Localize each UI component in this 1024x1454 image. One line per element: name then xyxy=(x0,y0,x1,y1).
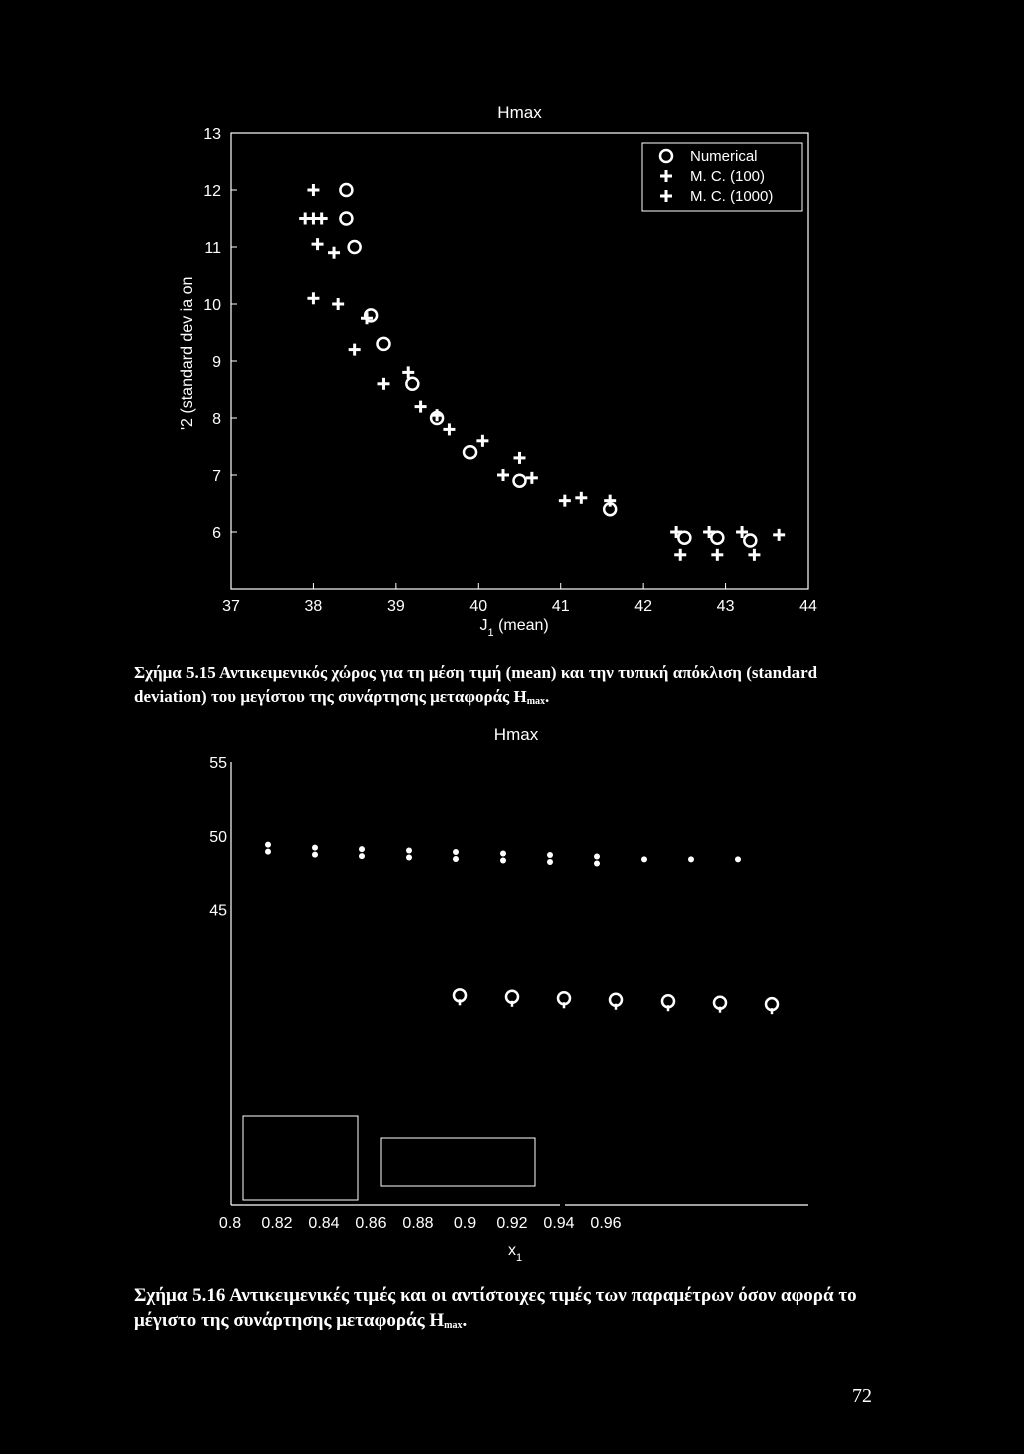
upper-dot-point xyxy=(641,856,647,862)
x-tick-label: 0.84 xyxy=(308,1215,340,1232)
y-tick-label: 11 xyxy=(204,240,221,257)
chart-title: Hmax xyxy=(497,103,542,122)
lower-circle-point xyxy=(506,991,518,1007)
x-tick-label: 41 xyxy=(551,598,570,615)
x-axis-label: $x_1$ xyxy=(508,1242,523,1264)
x-tick-label: 0.88 xyxy=(402,1215,434,1232)
lower-circle-point xyxy=(714,997,726,1013)
x-tick-label: 37 xyxy=(222,598,240,615)
y-tick-label: 55 xyxy=(209,755,227,772)
upper-dot-point xyxy=(359,846,365,859)
x-tick-label: 43 xyxy=(716,598,735,615)
upper-dot-point xyxy=(688,856,694,862)
x-tick-label: 0.8 xyxy=(218,1215,242,1232)
figure-5-16-caption: Σχήμα 5.16 Αντικειμενικές τιμές και οι αντίστοιχες τιμές των παραμέτρων όσον αφορά το μέγιστο της συνάρτησης μεταφοράς $H_{max}$. xyxy=(134,1285,857,1331)
x-tick-label: 40 xyxy=(469,598,488,615)
upper-dot-point xyxy=(453,849,459,862)
x-tick-label: 42 xyxy=(634,598,653,615)
x-tick-label: 38 xyxy=(304,598,323,615)
upper-dot-point xyxy=(500,851,506,864)
y-tick-label: 45 xyxy=(209,902,227,920)
legend-label: M. C. (1000) xyxy=(690,188,774,205)
lower-circle-point xyxy=(766,998,778,1014)
x-tick-label: 44 xyxy=(799,598,817,615)
y-tick-label: 50 xyxy=(209,828,227,846)
x-tick-label: 0.82 xyxy=(261,1215,293,1232)
x-tick-label: 0.92 xyxy=(496,1215,528,1232)
y-tick-label: 12 xyxy=(203,183,221,200)
y-tick-label: 8 xyxy=(212,411,221,428)
lower-circle-point xyxy=(558,992,570,1008)
lower-circle-point xyxy=(610,994,622,1010)
upper-dot-point xyxy=(406,848,412,861)
y-tick-label: 9 xyxy=(212,354,221,371)
upper-dot-point xyxy=(735,856,741,862)
page-number: 72 xyxy=(852,1385,872,1407)
legend-label: Numerical xyxy=(690,148,758,165)
x-tick-label: 39 xyxy=(386,598,405,615)
upper-dot-point xyxy=(547,852,553,865)
residual-box-right xyxy=(381,1138,535,1186)
y-tick-label: 13 xyxy=(203,126,221,143)
upper-dot-point xyxy=(265,842,271,855)
y-axis-label: '2 (standard dev ia on xyxy=(179,276,196,430)
y-tick-label: 10 xyxy=(203,297,221,314)
lower-circle-point xyxy=(662,995,674,1011)
x-tick-label: 0.96 xyxy=(590,1215,622,1232)
x-tick-label: 0.94 xyxy=(543,1215,575,1232)
upper-dot-point xyxy=(594,853,600,866)
chart-title: Hmax xyxy=(493,725,539,744)
x-tick-label: 0.9 xyxy=(453,1215,477,1232)
residual-box-left xyxy=(243,1116,358,1200)
lower-circle-point xyxy=(454,989,466,1005)
legend-label: M. C. (100) xyxy=(690,168,766,185)
x-axis-label: $J_1$ (mean) xyxy=(479,617,549,639)
y-tick-label: 7 xyxy=(212,468,221,485)
upper-dot-point xyxy=(312,845,318,858)
x-tick-label: 0.86 xyxy=(355,1215,387,1232)
y-tick-label: 6 xyxy=(212,525,221,542)
figure-5-15-caption: Σχήμα 5.15 Αντικειμενικός χώρος για τη μέση τιμή (mean) και την τυπική απόκλιση (standard deviation) του μεγίστου της συνάρτησης μεταφοράς $H_{max}$. xyxy=(134,663,818,707)
